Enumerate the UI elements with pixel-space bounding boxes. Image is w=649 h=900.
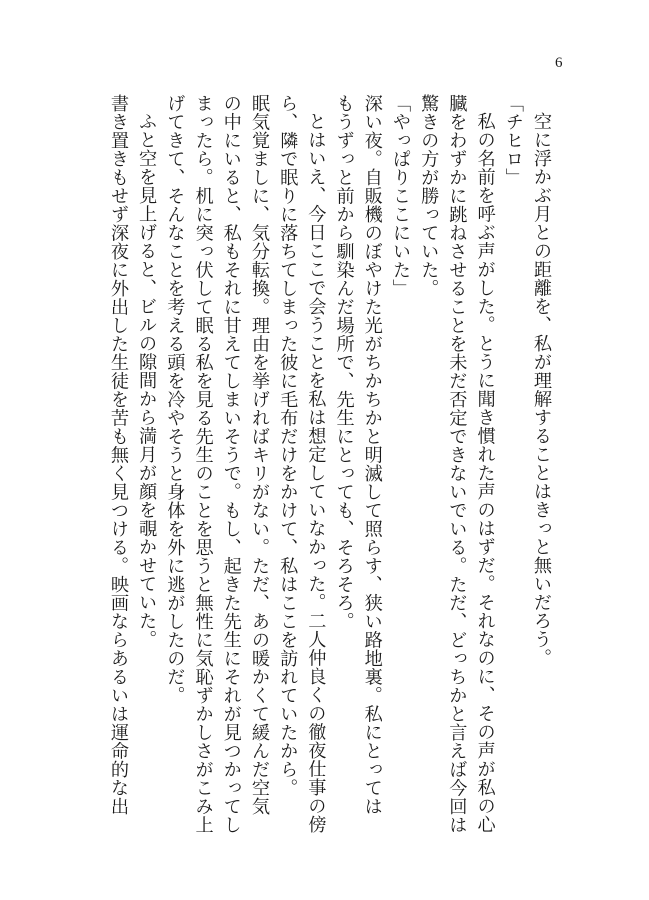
page-number: 6	[555, 55, 563, 71]
text-line-10: ら、隣で眠りに落ちてしまった彼に毛布だけをかけて、私はここを訪れていたから。	[277, 94, 299, 797]
text-line-3: 私の名前を呼ぶ声がした。とうに聞き慣れた声のはずだ。それなのに、その声が私の心	[474, 112, 496, 834]
text-line-16: 書き置きもせず深夜に外出した生徒を苦も無く見つける。映画ならあるいは運命的な出	[107, 94, 129, 816]
vertical-text-body	[95, 94, 555, 834]
text-line-8: もうずっと前から馴染んだ場所で、先生にとっても、そろそろ。	[333, 94, 355, 631]
text-line-2: 「チヒロ」	[502, 94, 524, 187]
text-line-4: 臓をわずかに跳ねさせることを未だ否定できないでいる。ただ、どっちかと言えば今回は	[446, 94, 468, 834]
text-line-9: とはいえ、今日ここで会うことを私は想定していなかった。二人仲良くの徹夜仕事の傍	[305, 112, 327, 834]
text-line-6: 「やっぱりここにいた」	[389, 94, 411, 298]
text-line-7: 深い夜。自販機のぼやけた光がちかちかと明滅して照らす、狭い路地裏。私にとっては	[361, 94, 383, 816]
text-line-11: 眠気覚ましに、気分転換。理由を挙げればキリがない。ただ、あの暖かくて緩んだ空気	[248, 94, 270, 816]
text-line-5: 驚きの方が勝っていた。	[418, 94, 440, 298]
text-line-15: ふと空を見上げると、ビルの隙間から満月が顔を覗かせていた。	[136, 112, 158, 649]
text-line-13: まったら。机に突っ伏して眠る私を見る先生のことを思うと無性に気恥ずかしさがこみ上	[192, 94, 214, 834]
text-line-1: 空に浮かぶ月との距離を、私が理解することはきっと無いだろう。	[531, 112, 552, 668]
text-line-12: の中にいると、私もそれに甘えてしまいそうで。もし、起きた先生にそれが見つかってし	[220, 94, 242, 834]
text-line-14: げてきて、そんなことを考える頭を冷やそうと身体を外に逃がしたのだ。	[164, 94, 186, 705]
